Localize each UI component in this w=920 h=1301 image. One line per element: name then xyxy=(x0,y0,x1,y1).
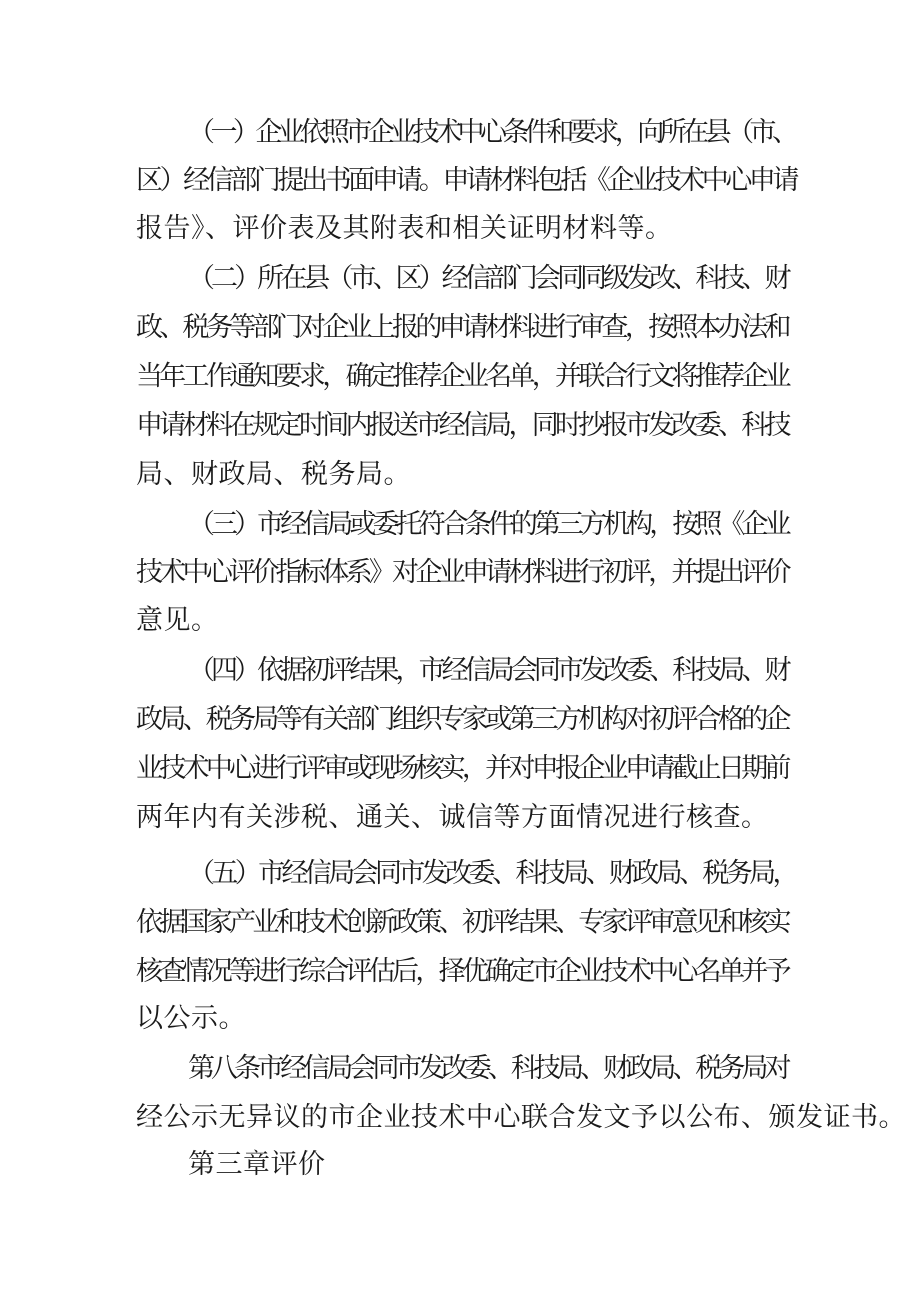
text-line: 局、财政局、税务局。 xyxy=(136,459,411,490)
text-line: 两年内有关涉税、通关、诚信等方面情况进行核查。 xyxy=(136,802,769,833)
text-line: 经公示无异议的市企业技术中心联合发文予以公布、颁发证书。 xyxy=(136,1102,906,1133)
text-line: （一）企业依照市企业技术中心条件和要求，向所在县（市、 xyxy=(188,117,795,148)
text-line: 报告》、评价表及其附表和相关证明材料等。 xyxy=(136,213,673,244)
text-line: （五）市经信局会同市发改委、科技局、财政局、税务局， xyxy=(188,858,796,889)
text-line: （三）市经信局或委托符合条件的第三方机构，按照《企业 xyxy=(188,509,788,540)
text-line: 业技术中心进行评审或现场核实，并对申报企业申请截止日期前 xyxy=(136,753,788,784)
text-line: 当年工作通知要求，确定推荐企业名单，并联合行文将推荐企业 xyxy=(136,361,788,392)
text-line: 依据国家产业和技术创新政策、初评结果、专家评审意见和核实 xyxy=(136,907,788,938)
text-line: 政局、税务局等有关部门组织专家或第三方机构对初评合格的企 xyxy=(136,704,788,735)
text-line: 核查情况等进行综合评估后，择优确定市企业技术中心名单并予 xyxy=(136,956,788,987)
text-line: 以公示。 xyxy=(136,1003,246,1034)
text-line: 意见。 xyxy=(136,605,219,636)
text-line: 区）经信部门提出书面申请。申请材料包括《企业技术中心申请 xyxy=(136,165,797,196)
text-line: 政、税务等部门对企业上报的申请材料进行审查，按照本办法和 xyxy=(136,312,788,343)
text-line: 申请材料在规定时间内报送市经信局，同时抄报市发改委、科技 xyxy=(136,410,788,441)
text-line: （二）所在县（市、区）经信部门会同同级发改、科技、财 xyxy=(188,263,788,294)
text-line: 第八条市经信局会同市发改委、科技局、财政局、税务局对 xyxy=(188,1053,788,1084)
text-line: （四）依据初评结果，市经信局会同市发改委、科技局、财 xyxy=(188,655,788,686)
text-line: 技术中心评价指标体系》对企业申请材料进行初评，并提出评价 xyxy=(136,557,788,588)
chapter-title: 第三章评价 xyxy=(188,1149,326,1180)
